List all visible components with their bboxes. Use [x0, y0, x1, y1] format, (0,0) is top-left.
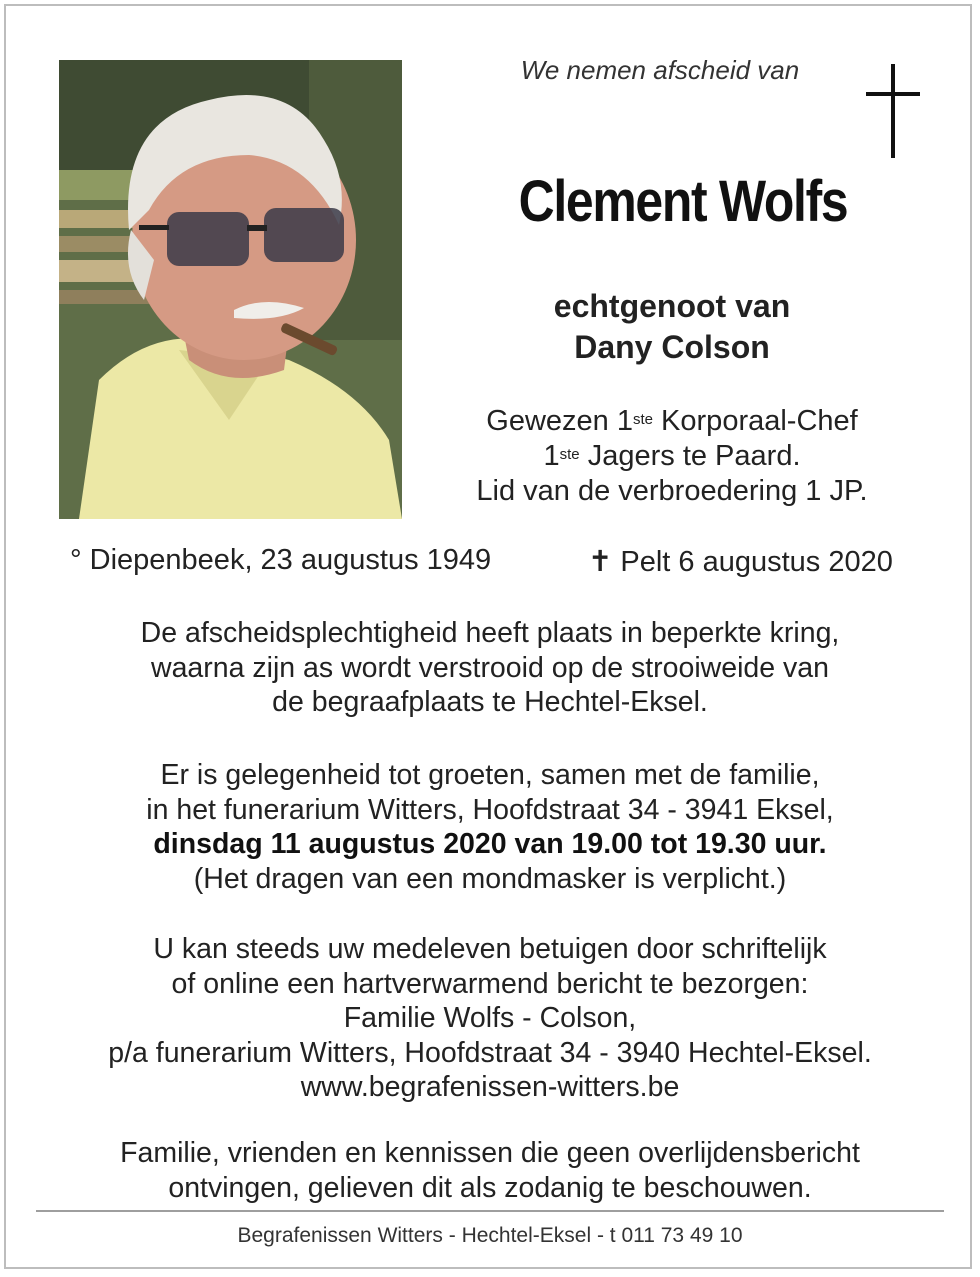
condolences-family: Familie Wolfs - Colson,: [343, 1002, 637, 1034]
ceremony-paragraph: [40, 616, 940, 720]
ceremony-line: waarna zijn as wordt verstrooid op de strooiweide van: [150, 651, 830, 684]
visitation-line: Er is gelegenheid tot groeten, samen met de familie,: [160, 759, 820, 791]
condolences-address: p/a funerarium Witters, Hoofdstraat 34 - 3940 Hechtel-Eksel.: [108, 1036, 872, 1069]
rank-block: [440, 404, 904, 509]
condolences-line: of online een hartverwarmend bericht te bezorgen:: [171, 967, 809, 1000]
condolences-line: U kan steeds uw medeleven betuigen door schriftelijk: [153, 933, 827, 965]
visitation-line: in het funerarium Witters, Hoofdstraat 34 - 3941 Eksel,: [146, 793, 834, 826]
ceremony-line: De afscheidsplechtigheid heeft plaats in beperkte kring,: [140, 617, 840, 649]
spouse-name: Dany Colson: [574, 329, 770, 365]
spouse-block: [440, 286, 904, 368]
birth-date: ° Diepenbeek, 23 augustus 1949: [70, 544, 492, 576]
rank-line-2-pre: 1: [543, 440, 560, 472]
closing-line: Familie, vrienden en kennissen die geen overlijdensbericht: [120, 1137, 860, 1169]
rank-line-1-pre: Gewezen 1: [486, 405, 633, 437]
closing-line: ontvingen, gelieven dit als zodanig te beschouwen.: [168, 1171, 812, 1204]
rank-line-2-post: Jagers te Paard.: [579, 440, 801, 472]
rank-line-1-post: Korporaal-Chef: [653, 405, 858, 437]
spouse-relation: echtgenoot van: [553, 288, 791, 324]
deceased-name: Clement Wolfs: [518, 169, 848, 234]
portrait-photo: [59, 60, 402, 519]
footer-divider: [36, 1210, 944, 1212]
visitation-paragraph: [40, 758, 940, 896]
footer-text: Begrafenissen Witters - Hechtel-Eksel - t 011 73 49 10: [237, 1224, 743, 1247]
visitation-note: (Het dragen van een mondmasker is verplicht.): [193, 862, 787, 895]
rank-line-2: [440, 439, 904, 474]
intro-text: We nemen afscheid van: [520, 55, 800, 85]
death-date: ✝ Pelt 6 augustus 2020: [588, 546, 893, 578]
rank-line-3: Lid van de verbroedering 1 JP.: [476, 475, 868, 507]
closing-paragraph: [40, 1136, 940, 1205]
rank-line-2-sup: ste: [559, 446, 580, 463]
rank-line-1-sup: ste: [632, 411, 653, 428]
condolences-paragraph: [40, 932, 940, 1105]
rank-line-1: [440, 404, 904, 439]
condolences-website: www.begrafenissen-witters.be: [300, 1071, 680, 1103]
visitation-date-line: dinsdag 11 augustus 2020 van 19.00 tot 19.30 uur.: [153, 828, 827, 860]
latin-cross-icon: [866, 64, 920, 158]
ceremony-line: de begraafplaats te Hechtel-Eksel.: [272, 686, 708, 718]
